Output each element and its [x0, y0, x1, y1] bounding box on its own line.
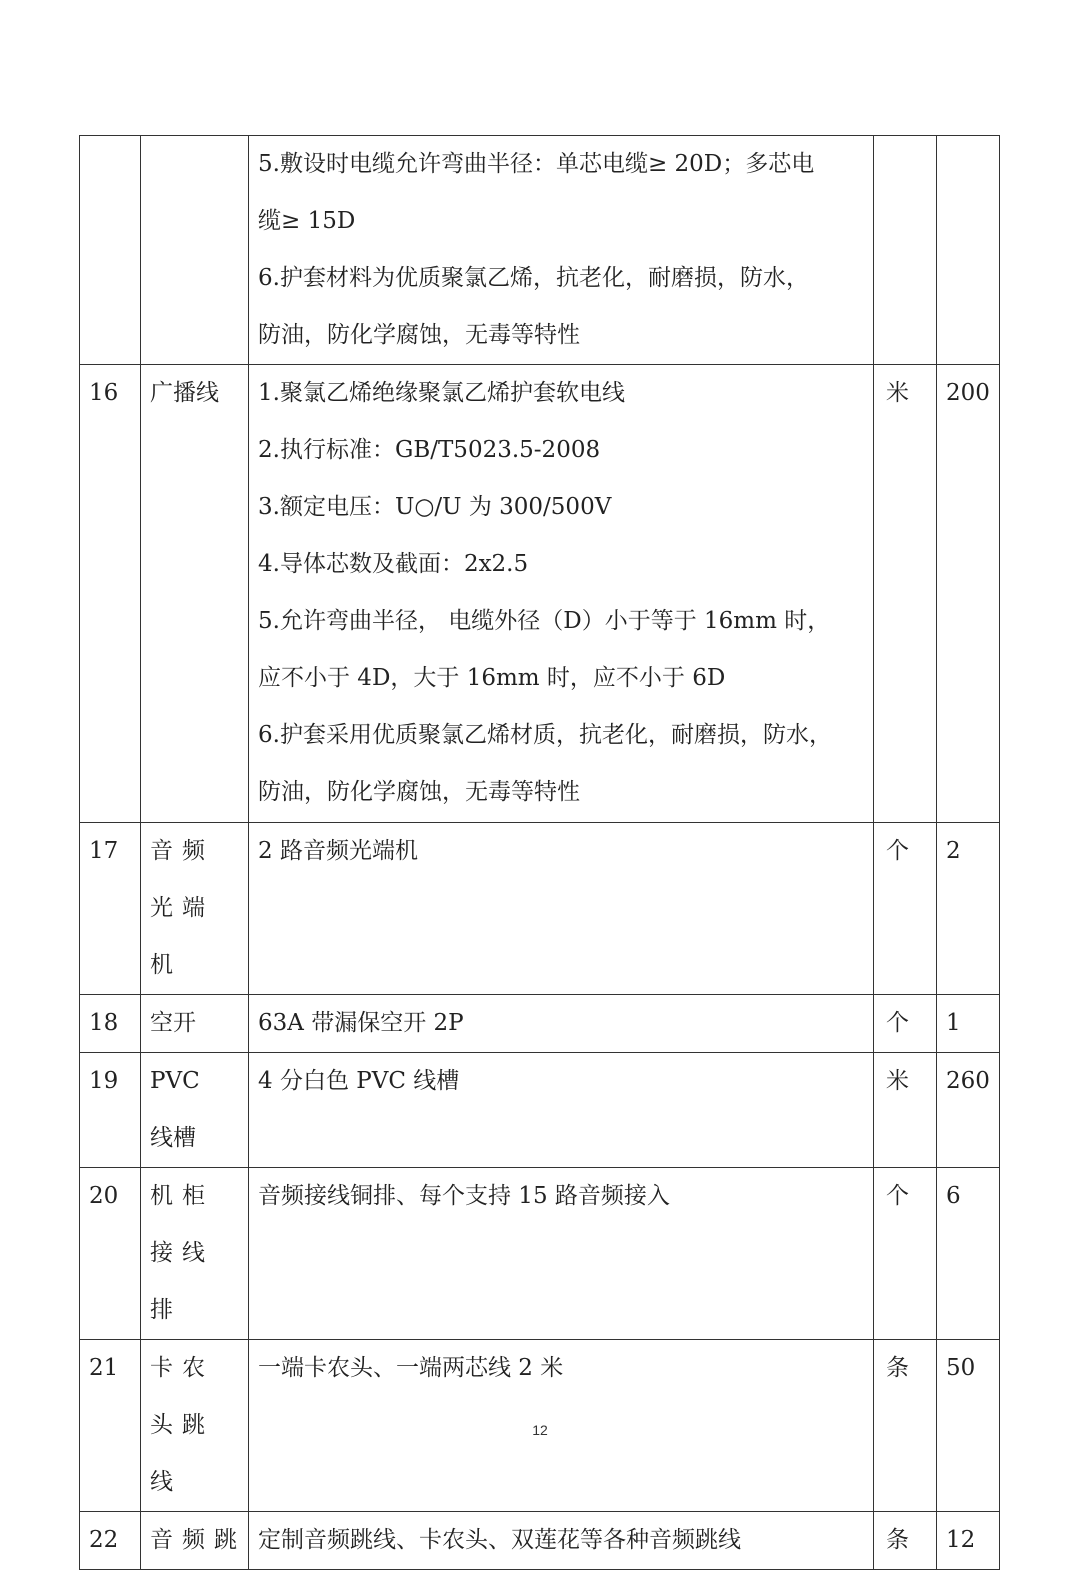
spec-table [79, 135, 1000, 1570]
cell-desc [249, 1053, 874, 1168]
desc-line: 1.聚氯乙烯绝缘聚氯乙烯护套软电线 [258, 380, 625, 406]
cell-qty: 260 [937, 1053, 1000, 1168]
cell-qty: 6 [937, 1168, 1000, 1340]
desc-line: 定制音频跳线、卡农头、双莲花等各种音频跳线 [258, 1527, 741, 1553]
desc-line: 4.导体芯数及截面：2x2.5 [258, 551, 529, 577]
cell-qty: 200 [937, 365, 1000, 823]
table-row [80, 823, 1000, 995]
table-row [80, 995, 1000, 1053]
cell-no [80, 136, 141, 365]
desc-line: 2.执行标准：GB/T5023.5-2008 [258, 437, 601, 463]
name-text: 机柜接线排 [150, 1183, 214, 1323]
cell-name [141, 823, 249, 995]
cell-unit: 条 [874, 1512, 937, 1570]
cell-desc [249, 365, 874, 823]
cell-qty [937, 136, 1000, 365]
desc-line: 缆≥ 15D [258, 208, 356, 234]
name-text: 音频光端机 [150, 838, 214, 978]
desc-line: 6.护套材料为优质聚氯乙烯，抗老化，耐磨损，防水， [258, 265, 809, 291]
cell-unit: 米 [874, 1053, 937, 1168]
cell-no: 18 [80, 995, 141, 1053]
name-text: PVC 线槽 [150, 1068, 200, 1151]
cell-qty: 2 [937, 823, 1000, 995]
table-row [80, 1168, 1000, 1340]
cell-unit [874, 136, 937, 365]
cell-desc [249, 136, 874, 365]
name-text: 音频跳 [150, 1527, 246, 1553]
cell-name [141, 1053, 249, 1168]
desc-line: 应不小于 4D，大于 16mm 时，应不小于 6D [258, 665, 726, 691]
cell-unit: 米 [874, 365, 937, 823]
cell-qty: 50 [937, 1340, 1000, 1512]
cell-name [141, 136, 249, 365]
name-text: 卡农头跳线 [150, 1355, 214, 1495]
desc-line: 4 分白色 PVC 线槽 [258, 1068, 460, 1094]
desc-line: 6.护套采用优质聚氯乙烯材质，抗老化，耐磨损，防水， [258, 722, 832, 748]
cell-qty: 1 [937, 995, 1000, 1053]
desc-line: 63A 带漏保空开 2P [258, 1010, 464, 1036]
table-row-continuation [80, 136, 1000, 365]
cell-qty: 12 [937, 1512, 1000, 1570]
cell-name [141, 1512, 249, 1570]
cell-name [141, 1168, 249, 1340]
cell-no: 16 [80, 365, 141, 823]
cell-no: 19 [80, 1053, 141, 1168]
cell-unit: 个 [874, 995, 937, 1053]
cell-no: 17 [80, 823, 141, 995]
cell-name: 空开 [141, 995, 249, 1053]
cell-no: 21 [80, 1340, 141, 1512]
cell-desc [249, 1168, 874, 1340]
desc-line: 音频接线铜排、每个支持 15 路音频接入 [258, 1183, 670, 1209]
cell-unit: 条 [874, 1340, 937, 1512]
cell-name: 广播线 [141, 365, 249, 823]
cell-desc [249, 1512, 874, 1570]
table-row [80, 1053, 1000, 1168]
cell-no: 20 [80, 1168, 141, 1340]
cell-no: 22 [80, 1512, 141, 1570]
table-row [80, 365, 1000, 823]
desc-line: 2 路音频光端机 [258, 838, 418, 864]
desc-line: 防油，防化学腐蚀，无毒等特性 [258, 322, 580, 348]
cell-unit: 个 [874, 823, 937, 995]
desc-line: 防油，防化学腐蚀，无毒等特性 [258, 779, 580, 805]
desc-line: 一端卡农头、一端两芯线 2 米 [258, 1355, 564, 1381]
cell-desc [249, 823, 874, 995]
desc-line: 3.额定电压：U○/U 为 300/500V [258, 494, 612, 520]
desc-line: 5.允许弯曲半径， 电缆外径（D）小于等于 16mm 时， [258, 608, 831, 634]
table-row [80, 1512, 1000, 1570]
page-number: 12 [532, 1422, 548, 1438]
desc-line: 5.敷设时电缆允许弯曲半径：单芯电缆≥ 20D；多芯电 [258, 151, 815, 177]
cell-desc [249, 995, 874, 1053]
cell-unit: 个 [874, 1168, 937, 1340]
